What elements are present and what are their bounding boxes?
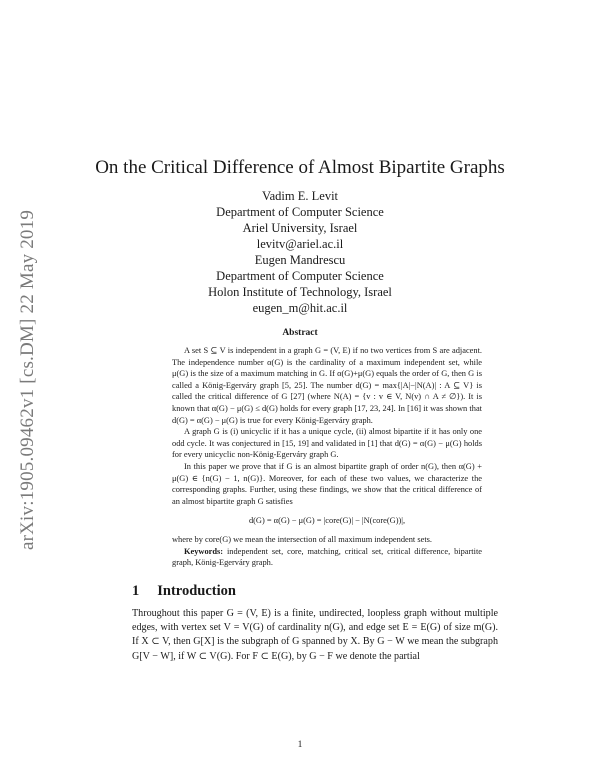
keywords-line — [172, 546, 482, 569]
author-block-2 — [0, 252, 600, 316]
author-institution: Holon Institute of Technology, Israel — [208, 285, 392, 299]
section-number: 1 — [132, 583, 140, 599]
abstract-formula: d(G) = α(G) − μ(G) = |core(G)| − |N(core(G))|, — [248, 516, 406, 525]
abstract-paragraph: A set S ⊆ V is independent in a graph G = (V, E) if no two vertices from S are adjacent. The independence number α(G) is the cardinality of a maximum independent set, while μ(G) is the size of a maximum matching in G. If α(G)+μ(G) equals the order of G, then G is called a König-Egerváry graph [5, 25]. The number d(G) = max{|A|−|N(A)| : A ⊆ V} is called the critical difference of G [27] (where N(A) = {v : v ∈ V, N(v) ∩ A ≠ ∅}). It is known that α(G) − μ(G) ≤ d(G) holds for every graph [17, 23, 24]. In [16] it was shown that d(G) = α(G) − μ(G) is true for every König-Egerváry graph. — [172, 346, 482, 425]
author-name: Vadim E. Levit — [261, 189, 339, 203]
paper-title: On the Critical Difference of Almost Bipartite Graphs — [95, 157, 505, 178]
keywords-text: independent set, core, matching, critical set, critical difference, bipartite graph, König-Egerváry graph. — [172, 546, 482, 568]
page-number: 1 — [297, 740, 303, 750]
arxiv-identifier-text: arXiv:1905.09462v1 [cs.DM] 22 May 2019 — [17, 209, 38, 551]
author-email[interactable]: eugen_m@hit.ac.il — [252, 301, 348, 315]
author-institution: Ariel University, Israel — [242, 221, 358, 235]
author-department: Department of Computer Science — [216, 269, 384, 283]
section-body-text: Throughout this paper G = (V, E) is a finite, undirected, loopless graph without multiple edges, with vertex set V = V(G) of cardinality n(G), and edge set E = E(G) of size m(G). If X ⊂ V, then G[X] is the subgraph of G spanned by X. By G − W we mean the subgraph G[V − W], if W ⊂ V(G). For F ⊂ E(G), by G − F we denote the partial — [132, 608, 498, 662]
author-name: Eugen Mandrescu — [254, 253, 346, 267]
keywords-label: Keywords: — [184, 546, 224, 556]
author-department: Department of Computer Science — [216, 205, 384, 219]
abstract-paragraph: A graph G is (i) unicyclic if it has a unique cycle, (ii) almost bipartite if it has only one odd cycle. It was conjectured in [15, 19] and validated in [1] that d(G) = α(G) − μ(G) holds for every unicyclic non-König-Egerváry graph G. — [172, 427, 482, 460]
author-block-1 — [0, 188, 600, 252]
abstract-body — [172, 345, 482, 507]
abstract-heading: Abstract — [282, 328, 318, 338]
abstract-paragraph: In this paper we prove that if G is an almost bipartite graph of order n(G), then α(G) + μ(G) ∈ {n(G) − 1, n(G)}. Moreover, for each of these two values, we characterize the corresponding graphs. Further, using these findings, we show that the critical difference of an almost bipartite graph G satisfies — [172, 461, 482, 506]
abstract-tail — [172, 534, 482, 569]
author-email[interactable]: levitv@ariel.ac.il — [256, 237, 344, 251]
section-heading — [132, 583, 236, 600]
section-title: Introduction — [157, 583, 236, 599]
abstract-after-formula: where by core(G) we mean the intersection of all maximum independent sets. — [172, 535, 433, 544]
